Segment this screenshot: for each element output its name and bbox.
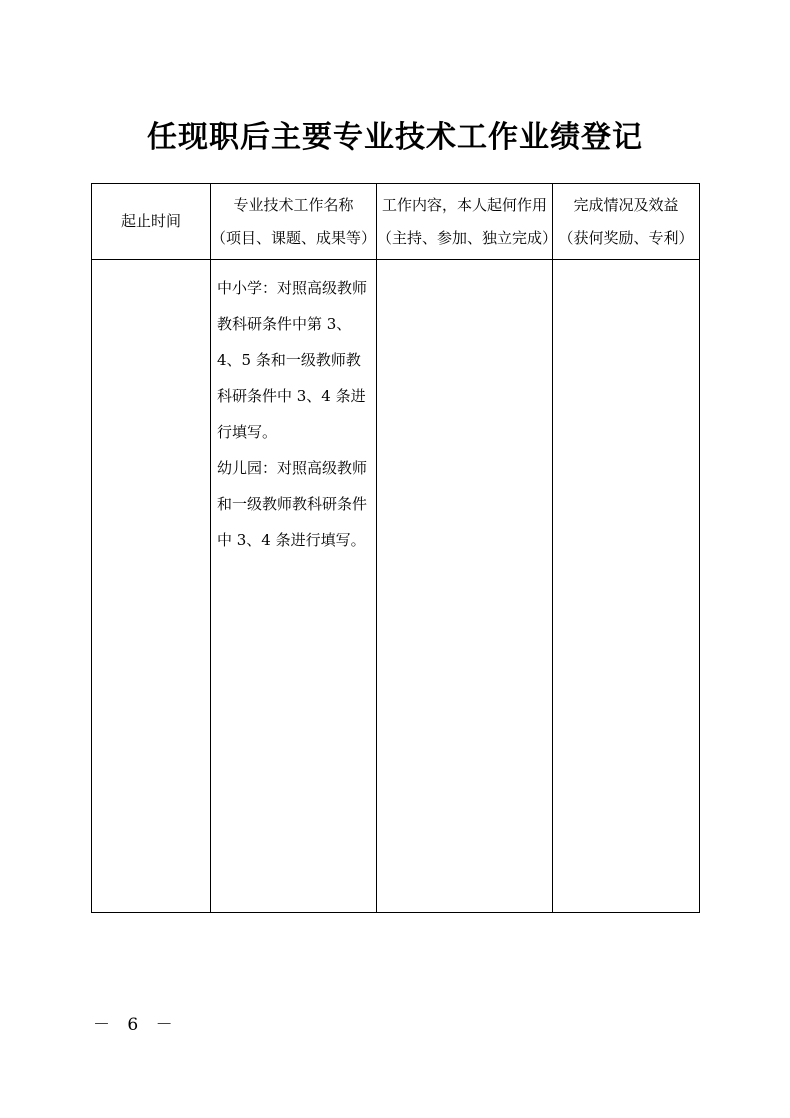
cell-period[interactable] (92, 260, 211, 913)
fill-instructions (211, 260, 376, 558)
header-work-content-label: 工作内容，本人起何作用 (381, 195, 547, 214)
header-period-label: 起止时间 (120, 212, 181, 230)
header-completion-note: （获何奖励、专利） (558, 228, 694, 247)
header-work-content (377, 184, 558, 260)
header-work-name-note: （项目、课题、成果等） (211, 228, 377, 247)
header-work-content-note: （主持、参加、独立完成） (377, 228, 558, 247)
header-period (92, 184, 211, 260)
page-title: 任现职后主要专业技术工作业绩登记 (147, 120, 643, 155)
instruction-primary-secondary: 中小学：对照高级教师教科研条件中第 3、4、5 条和一级教师教科研条件中 3、4 条进行填写。 (217, 279, 368, 441)
header-work-name-label: 专业技术工作名称 (233, 195, 354, 214)
page-number: － 6 － (93, 1015, 179, 1035)
cell-completion[interactable] (553, 260, 700, 913)
table-header-row (92, 184, 700, 260)
achievement-record-table (91, 183, 700, 913)
table-row (92, 260, 700, 913)
instruction-kindergarten: 幼儿园：对照高级教师和一级教师教科研条件中 3、4 条进行填写。 (217, 459, 368, 549)
header-completion (553, 184, 700, 260)
cell-work-name[interactable] (211, 260, 377, 913)
header-completion-label: 完成情况及效益 (573, 195, 679, 214)
header-work-name (211, 184, 377, 260)
cell-work-content[interactable] (377, 260, 553, 913)
